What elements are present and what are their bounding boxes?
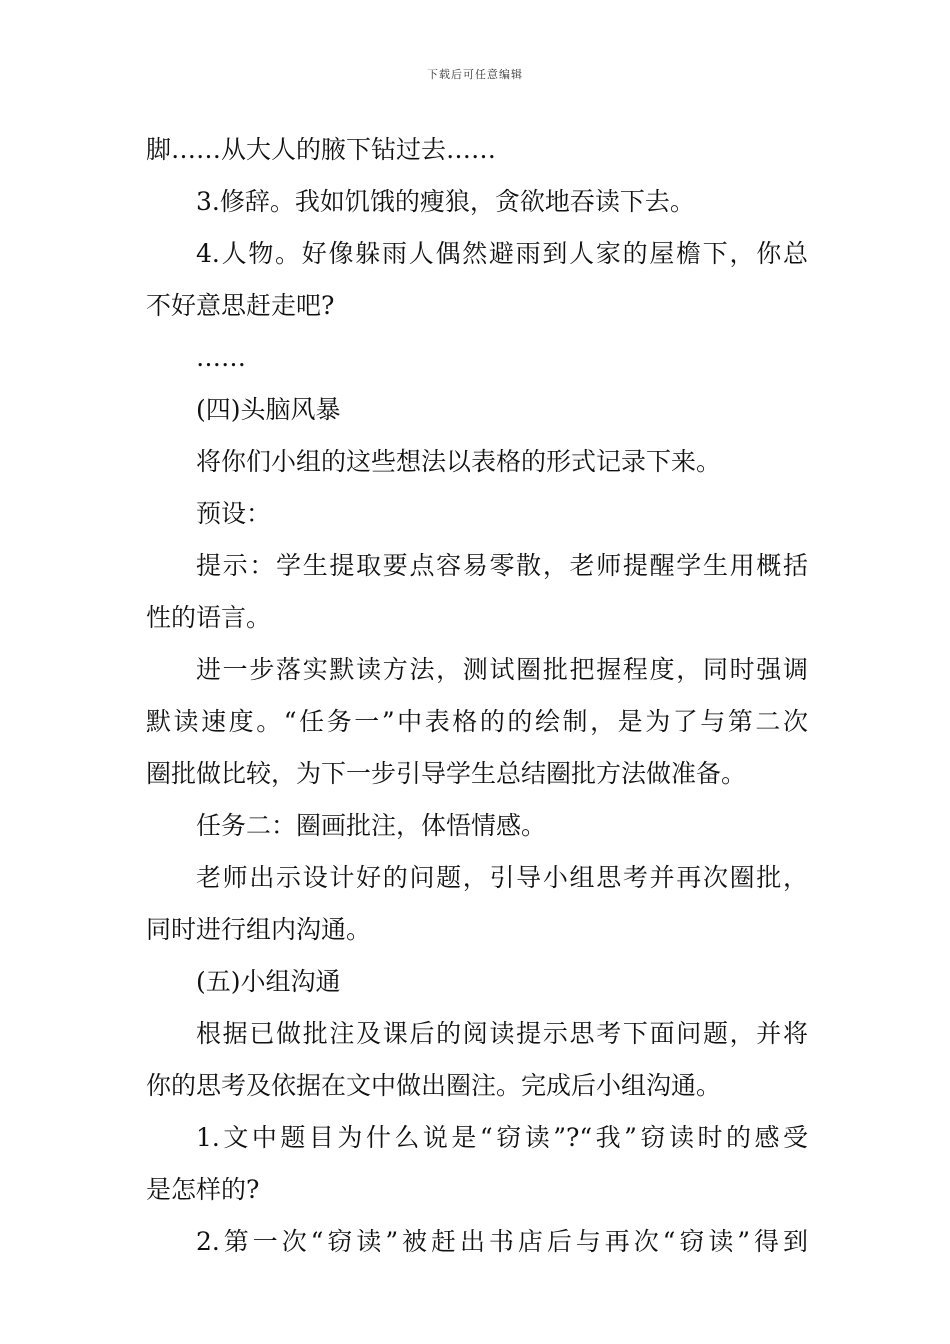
section-heading: (四)头脑风暴 (196, 395, 341, 424)
paragraph-line: 是怎样的? (146, 1175, 260, 1204)
paragraph-line: 1.文中题目为什么说是“窃读”?“我”窃读时的感受 (196, 1123, 808, 1152)
paragraph-line: 你的思考及依据在文中做出圈注。完成后小组沟通。 (146, 1071, 722, 1100)
paragraph-line: 将你们小组的这些想法以表格的形式记录下来。 (196, 447, 722, 476)
paragraph-line: 性的语言。 (146, 603, 272, 632)
paragraph-line: 不好意思赶走吧? (146, 291, 335, 320)
paragraph-line: 同时进行组内沟通。 (146, 915, 372, 944)
paragraph-line: 脚……从大人的腋下钻过去…… (146, 135, 497, 164)
paragraph-line: …… (196, 343, 246, 372)
paragraph-line: 进一步落实默读方法，测试圈批把握程度，同时强调 (196, 655, 808, 684)
document-body (146, 124, 808, 1268)
section-heading: (五)小组沟通 (196, 967, 341, 996)
paragraph-line: 老师出示设计好的问题，引导小组思考并再次圈批， (196, 863, 808, 892)
paragraph-line: 2.第一次“窃读”被赶出书店后与再次“窃读”得到 (196, 1227, 808, 1256)
paragraph-line: 提示：学生提取要点容易零散，老师提醒学生用概括 (196, 551, 808, 580)
paragraph-line: 默读速度。“任务一”中表格的的绘制，是为了与第二次 (146, 707, 808, 736)
paragraph-line: 预设： (196, 499, 272, 528)
paragraph-line: 根据已做批注及课后的阅读提示思考下面问题，并将 (196, 1019, 808, 1048)
paragraph-line: 3.修辞。我如饥饿的瘦狼，贪欲地吞读下去。 (196, 187, 695, 216)
paragraph-line: 任务二：圈画批注，体悟情感。 (196, 811, 547, 840)
paragraph-line: 圈批做比较，为下一步引导学生总结圈批方法做准备。 (146, 759, 747, 788)
paragraph-line: 4.人物。好像躲雨人偶然避雨到人家的屋檐下，你总 (196, 239, 808, 268)
page-header: 下载后可任意编辑 (427, 68, 523, 81)
